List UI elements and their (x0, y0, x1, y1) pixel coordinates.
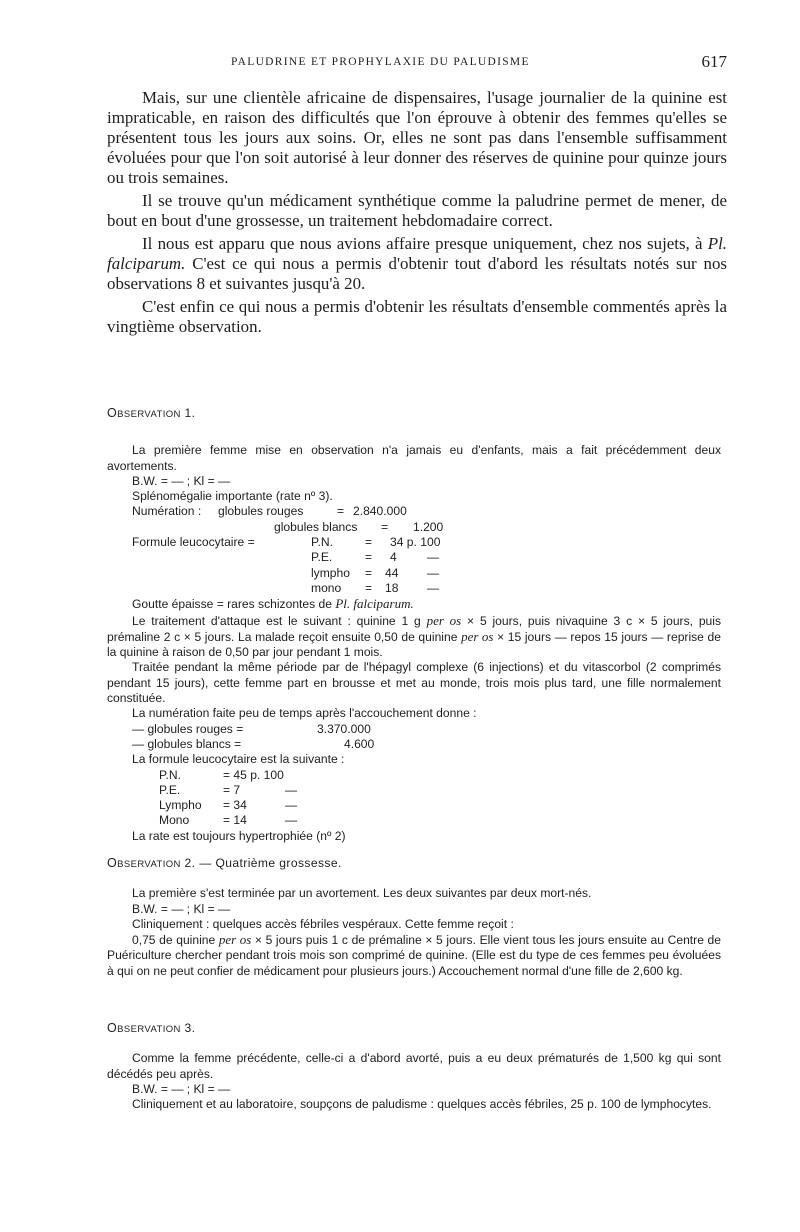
formula-item-label: Lympho (159, 798, 202, 813)
count-row (107, 722, 721, 737)
serology-line: B.W. = — ; Kl = — (132, 1081, 231, 1096)
formula-item-label: P.N. (311, 535, 333, 550)
observation-1 (107, 406, 721, 844)
equals-sign: = (365, 550, 373, 565)
count-value: 1.200 (413, 519, 444, 534)
observation-paragraph: Comme la femme précédente, celle-ci a d'abord avorté, puis a eu deux prématurés de 1,500 kg qui sont décédés peu après. (107, 1051, 721, 1081)
page-number: 617 (701, 52, 727, 71)
formula-item-label: Mono (159, 813, 190, 828)
body-paragraph: Il se trouve qu'un médicament synthétique comme la paludrine permet de mener, de bout en bout d'une grossesse, un traitement hebdomadaire correct. (107, 191, 727, 230)
formula-row (107, 581, 721, 596)
serology-line: B.W. = — ; Kl = — (132, 473, 231, 488)
formula-value: 44 (385, 565, 399, 580)
italic-species: Pl. falciparum. (335, 596, 414, 612)
count-label: Numération : (132, 504, 202, 519)
heading-number: 2. (184, 856, 196, 870)
formula-value: 4 (390, 550, 397, 565)
equals-sign: = (365, 535, 373, 550)
count-item-label: globules rouges (218, 504, 304, 519)
count-item-label: — globules rouges = (132, 721, 244, 736)
observation-paragraph: Cliniquement et au laboratoire, soupçons de paludisme : quelques accès fébriles, 25 p. 100 de lymphocytes. (132, 1097, 712, 1112)
heading-number: 3. (184, 1021, 196, 1035)
count-row (107, 520, 721, 535)
heading-initial: O (107, 406, 118, 420)
observation-paragraph: Traitée pendant la même période par de l'hépagyl complexe (6 injections) et du vitascorbol (2 comprimés pendant 15 jours), cette femme part en brousse et met au monde, trois mois plus tard, une fille normalement constituée. (107, 660, 721, 706)
text-run: 0,75 de quinine (132, 933, 219, 948)
equals-sign: = (337, 504, 345, 519)
formula-row (107, 813, 721, 828)
italic-route: per os (426, 612, 462, 628)
ditto-dash: — (285, 798, 298, 813)
text-run: × 5 jours, puis nivaquine 3 c × 5 jours, puis prémaline 2 c × 5 jours. La malade reçoit ensuite 0,50 de quinine (107, 613, 722, 644)
ditto-dash: — (285, 813, 298, 828)
formula-row (107, 550, 721, 565)
spleen-line: La rate est toujours hypertrophiée (nº 2) (132, 828, 346, 843)
serology-line: B.W. = — ; Kl = — (132, 901, 231, 916)
formula-row (107, 798, 721, 813)
text-run: Le traitement d'attaque est le suivant : quinine 1 g (132, 613, 427, 628)
observation-paragraph: La première s'est terminée par un avortement. Les deux suivantes par deux mort-nés. (132, 886, 592, 901)
formula-item-label: lympho (311, 565, 350, 580)
count-item-label: — globules blancs = (132, 736, 242, 751)
heading-number: 1. (184, 406, 196, 420)
formula-value: = 34 (223, 798, 247, 813)
count-value: 2.840.000 (353, 504, 407, 519)
page-header (107, 52, 727, 74)
heading-word: BSERVATION (117, 859, 181, 870)
formula-value: = 14 (223, 813, 247, 828)
heading-initial: O (107, 856, 118, 870)
formula-value: 34 p. 100 (390, 535, 441, 550)
observation-paragraph (107, 613, 721, 661)
formula-item-label: P.E. (311, 550, 333, 565)
body-paragraph (107, 234, 727, 294)
italic-species: Pl. falciparum. (107, 234, 727, 273)
equals-sign: = (365, 580, 373, 595)
ditto-dash: — (427, 565, 440, 580)
clinical-line: Cliniquement : quelques accès fébriles vespéraux. Cette femme reçoit : (132, 916, 514, 931)
observation-paragraph (107, 932, 721, 979)
observation-paragraph: La numération faite peu de temps après l'accouchement donne : (132, 706, 477, 721)
body-paragraph: C'est enfin ce qui nous a permis d'obtenir les résultats d'ensemble commentés après la vingtième observation. (107, 297, 727, 336)
italic-route: per os (461, 628, 494, 644)
count-value: 3.370.000 (317, 721, 371, 736)
formula-value: = 45 p. 100 (223, 767, 284, 782)
text-run: C'est ce qui nous a permis d'obtenir tout d'abord les résultats notés sur nos observations 8 et suivantes jusqu'à 20. (107, 254, 727, 293)
observation-heading (107, 406, 721, 422)
spleen-line: Splénomégalie importante (rate nº 3). (132, 489, 333, 504)
formula-row (107, 768, 721, 783)
formula-value: 18 (385, 580, 399, 595)
count-row (107, 504, 721, 519)
ditto-dash: — (427, 550, 440, 565)
formula-row (107, 783, 721, 798)
italic-route: per os (218, 932, 252, 948)
heading-suffix: — Quatrième grossesse. (199, 856, 342, 870)
equals-sign: = (365, 565, 373, 580)
text-run: × 15 jours — repos 15 jours — reprise de la quinine à raison de 0,50 par jour pendant 1 mois. (107, 629, 721, 660)
heading-initial: O (107, 1021, 118, 1035)
formula-item-label: P.N. (159, 767, 181, 782)
count-item-label: globules blancs (274, 519, 358, 534)
formula-row (107, 566, 721, 581)
running-head: PALUDRINE ET PROPHYLAXIE DU PALUDISME (231, 56, 530, 68)
text-run: Goutte épaisse = rares schizontes de (132, 597, 336, 612)
observation-paragraph: La formule leucocytaire est la suivante : (132, 752, 345, 767)
ditto-dash: — (285, 782, 298, 797)
formula-item-label: mono (311, 580, 342, 595)
heading-word: BSERVATION (117, 409, 181, 420)
count-value: 4.600 (344, 736, 375, 751)
observation-heading (107, 1021, 721, 1037)
observation-3 (107, 1021, 721, 1112)
heading-word: BSERVATION (117, 1024, 181, 1035)
count-row (107, 737, 721, 752)
text-run: Il nous est apparu que nous avions affaire presque uniquement, chez nos sujets, à (142, 234, 708, 253)
formula-label: Formule leucocytaire = (132, 535, 255, 550)
text-run: × 5 jours puis 1 c de prémaline × 5 jours. Elle vient tous les jours ensuite au Centre de Puériculture chercher pendant trois mois son comprimé de quinine. (Elle est du type de ces femmes peu évoluées à qui on ne peut confier de médicament pour plusieurs jours.) Accouchement normal d'une fille de 2,600 kg. (107, 933, 721, 978)
equals-sign: = (381, 519, 389, 534)
observation-heading (107, 856, 721, 872)
thick-smear-line (107, 596, 721, 612)
observation-paragraph: La première femme mise en observation n'a jamais eu d'enfants, mais a fait précédemment deux avortements. (107, 443, 721, 473)
ditto-dash: — (427, 580, 440, 595)
formula-item-label: P.E. (159, 782, 181, 797)
body-text (107, 88, 727, 340)
body-paragraph: Mais, sur une clientèle africaine de dispensaires, l'usage journalier de la quinine est impraticable, en raison des difficultés que l'on éprouve à obtenir des femmes qu'elles se présentent tous les jours aux soins. Or, elles ne sont pas dans l'ensemble suffisamment évoluées pour que l'on soit autorisé à leur donner des réserves de quinine pour quinze jours ou trois semaines. (107, 88, 727, 187)
formula-value: = 7 (223, 782, 241, 797)
formula-row (107, 535, 721, 550)
observation-2 (107, 856, 721, 979)
